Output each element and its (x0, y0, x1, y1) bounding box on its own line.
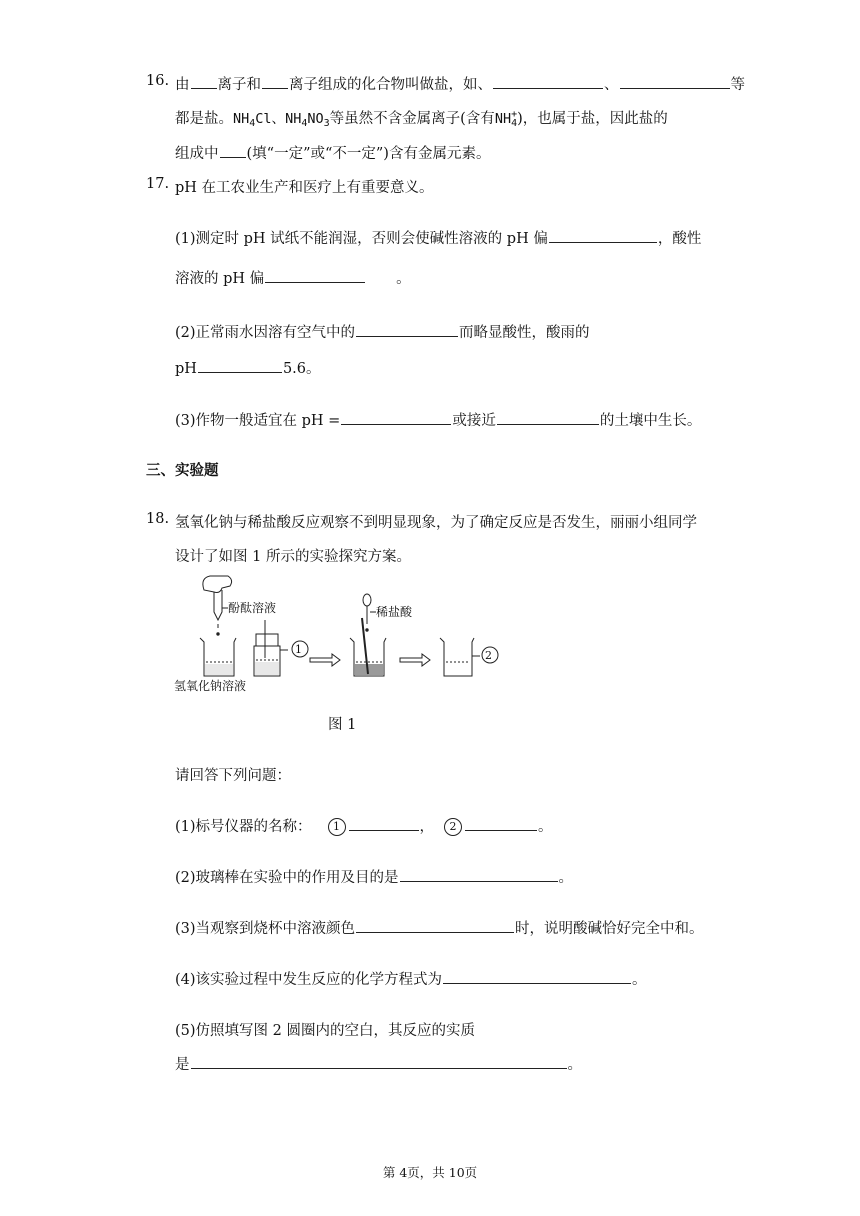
q18-text: (1)标号仪器的名称： (175, 819, 312, 836)
q18-sub-5-line-2 (175, 1053, 582, 1074)
q17-part-1-line-2 (175, 267, 411, 288)
question-number-18: 18. (146, 511, 170, 527)
q17-text: 溶液的 pH 偏 (175, 271, 265, 288)
q17-text: (3)作物一般适宜在 pH = (175, 413, 341, 430)
mark-1: 1 (295, 643, 302, 656)
q16-text: (填“一定”或“不一定”)含有金属元素。 (246, 146, 491, 163)
q18-blank-2[interactable] (465, 815, 537, 831)
q17-text: ，酸性 (657, 231, 702, 248)
beaker-naoh-icon (200, 638, 236, 676)
mark-2: 2 (485, 649, 492, 662)
q18-sub-3 (175, 917, 704, 938)
q17-text: 5.6。 (282, 361, 321, 378)
q16-text: 组成中 (175, 146, 219, 163)
q17-text: 或接近 (452, 413, 496, 430)
mark-1-icon: 1 (328, 818, 346, 836)
reagent-bottle-icon (254, 620, 288, 676)
q16-text: 等 (730, 77, 745, 94)
q18-text: 。 (538, 819, 553, 836)
q18-blank-1[interactable] (349, 815, 419, 831)
section-title: 三、实验题 (146, 462, 219, 479)
question-number-17: 17. (146, 176, 170, 192)
q16-blank-4[interactable] (620, 73, 730, 89)
q18-sub-1 (175, 815, 553, 836)
q18-blank-4[interactable] (356, 917, 514, 933)
q18-text: 时，说明酸碱恰好完全中和。 (515, 921, 704, 938)
q17-part-1-line-1 (175, 227, 701, 248)
q18-sub-4 (175, 968, 647, 989)
page-footer: 第 4页，共 10页 (382, 1165, 478, 1180)
q18-text: (2)玻璃棒在实验中的作用及目的是 (175, 870, 399, 887)
formula-nh4-ion: $NH_4^+$ (494, 109, 518, 129)
q17-text: pH (175, 361, 197, 378)
q17-text: (1)测定时 pH 试纸不能润湿，否则会使碱性溶液的 pH 偏 (175, 231, 548, 248)
beaker-empty-icon (440, 638, 480, 676)
q16-line-3 (175, 142, 490, 163)
q17-part-3 (175, 409, 701, 430)
q17-blank-3[interactable] (356, 321, 458, 337)
mark-2-icon: 2 (444, 818, 462, 836)
q17-text: 的土壤中生长。 (599, 413, 702, 430)
q18-blank-6[interactable] (191, 1053, 567, 1069)
question-number-16: 16. (146, 73, 170, 89)
formula-nh4no3: $NH_4NO_3$ (285, 111, 330, 129)
q16-text: 等虽然不含金属离子(含有 (329, 111, 495, 127)
q18-text: ， (419, 819, 435, 836)
q17-blank-4[interactable] (198, 357, 282, 373)
q18-text: 。 (632, 972, 647, 989)
q16-text: 由 (175, 77, 190, 94)
q18-line-1: 氢氧化钠与稀盐酸反应观察不到明显现象，为了确定反应是否发生，丽丽小组同学 (175, 515, 697, 531)
q16-blank-1[interactable] (191, 73, 217, 89)
q17-blank-1[interactable] (549, 227, 657, 243)
q17-text: (2)正常雨水因溶有空气中的 (175, 325, 356, 342)
q18-sub-5-line-1: (5)仿照填写图 2 圆圈内的空白，其反应的实质 (175, 1023, 475, 1039)
figure-caption: 图 1 (328, 717, 357, 733)
q18-line-2: 设计了如图 1 所示的实验探究方案。 (175, 549, 411, 565)
q16-line-2 (175, 107, 668, 129)
q18-sub-2 (175, 866, 573, 887)
formula-nh4cl: $NH_4Cl$、 (233, 111, 286, 129)
q18-blank-3[interactable] (400, 866, 558, 882)
dropper-hcl-icon (363, 594, 371, 631)
q16-text: )，也属于盐，因此盐的 (517, 111, 668, 127)
q16-text: 离子和 (217, 77, 261, 94)
q16-blank-3[interactable] (493, 73, 603, 89)
q16-text: 都是盐。 (175, 111, 233, 127)
label-naoh-solution: 氢氧化钠溶液 (174, 679, 247, 693)
q18-prompt: 请回答下列问题： (175, 768, 291, 784)
q16-text: 、 (604, 77, 619, 94)
label-phenolphthalein: 酚酞溶液 (228, 601, 277, 615)
q16-line-1 (175, 73, 745, 94)
arrow-right-icon (310, 654, 340, 666)
q16-blank-5[interactable] (220, 142, 246, 158)
q18-text: 。 (567, 1057, 582, 1074)
q17-text: 而略显酸性，酸雨的 (459, 325, 590, 342)
q17-intro: pH 在工农业生产和医疗上有重要意义。 (175, 180, 434, 196)
arrow-right-icon (400, 654, 430, 666)
q17-blank-6[interactable] (497, 409, 599, 425)
q17-part-2-line-2 (175, 357, 321, 378)
label-hcl: 稀盐酸 (376, 605, 413, 619)
q17-text: 。 (396, 271, 411, 288)
q17-blank-2[interactable] (265, 267, 365, 283)
q18-text: (3)当观察到烧杯中溶液颜色 (175, 921, 356, 938)
q16-text: 离子组成的化合物叫做盐，如、 (289, 77, 492, 94)
q18-text: 。 (558, 870, 574, 887)
q17-part-2-line-1 (175, 321, 590, 342)
q18-blank-5[interactable] (443, 968, 631, 984)
experiment-figure (170, 572, 510, 700)
q16-blank-2[interactable] (262, 73, 288, 89)
q18-text: 是 (175, 1057, 190, 1074)
beaker-stirring-icon (350, 618, 386, 676)
q17-blank-5[interactable] (341, 409, 451, 425)
q18-text: (4)该实验过程中发生反应的化学方程式为 (175, 972, 443, 989)
